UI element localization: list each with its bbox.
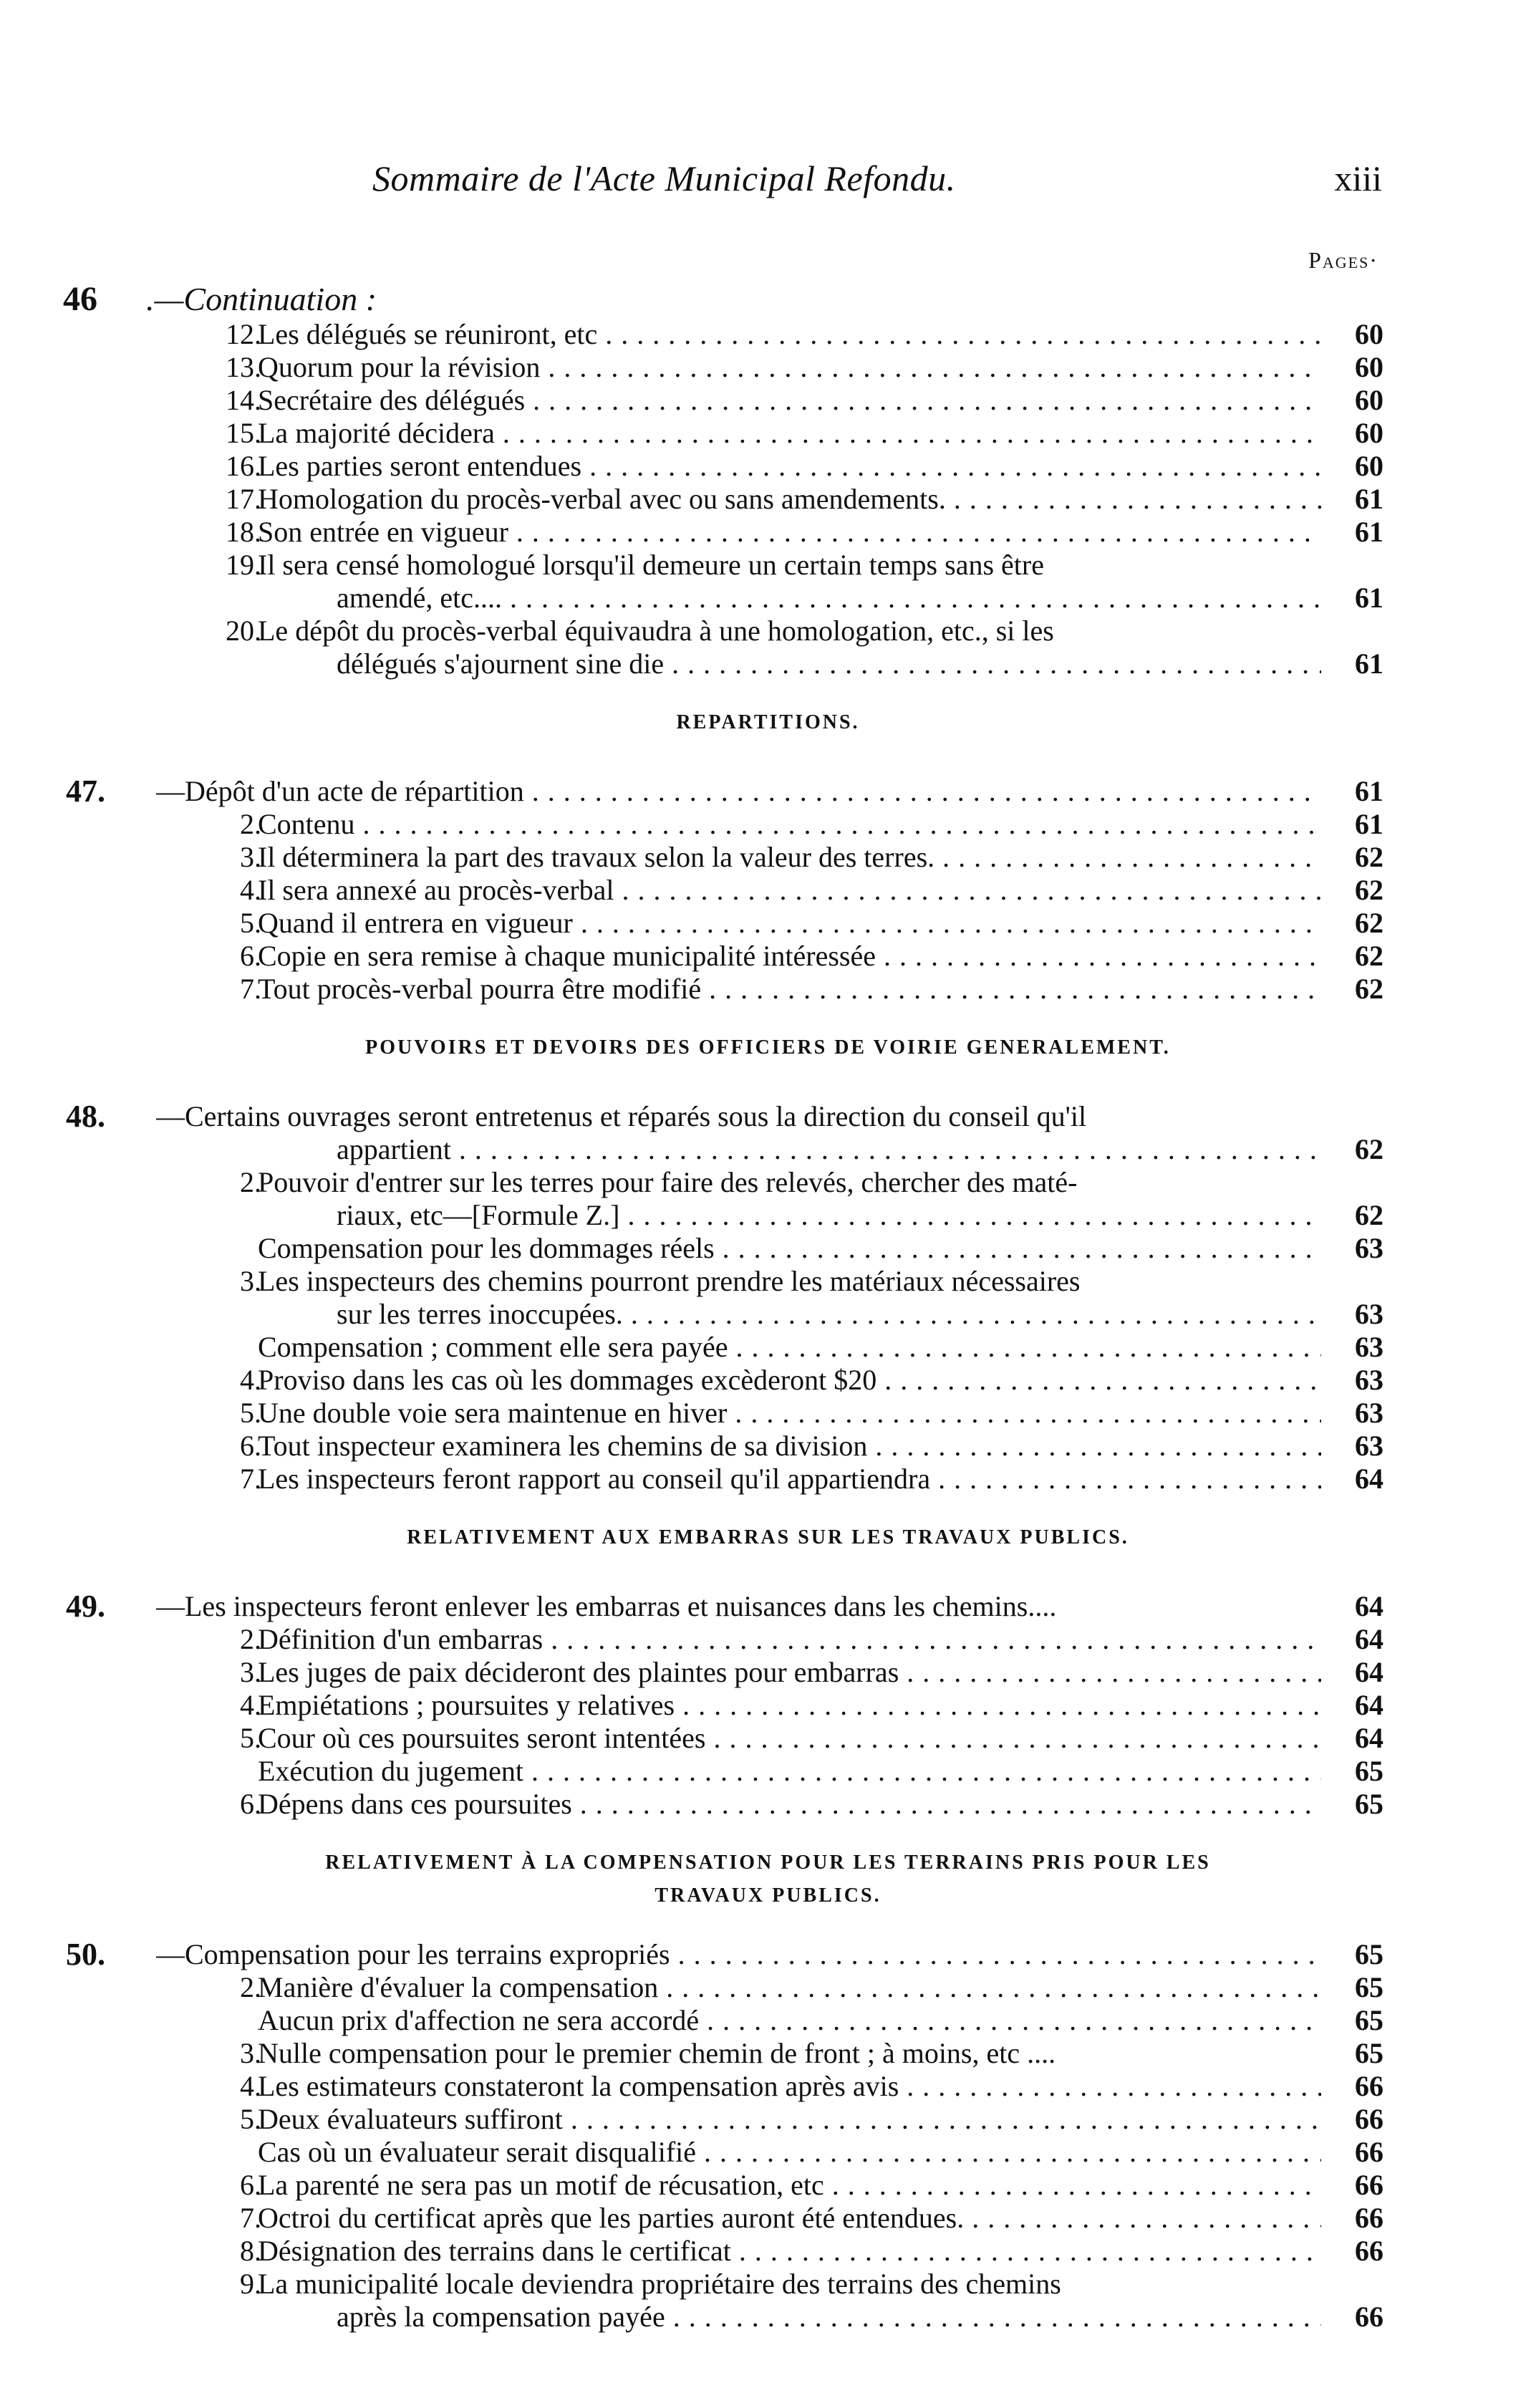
- toc-entry: [0, 973, 1536, 1006]
- toc-entry: [0, 1397, 1536, 1430]
- entry-page: 60: [1355, 351, 1383, 383]
- entry-number: 2.: [240, 808, 261, 840]
- entry-number: 4.: [240, 1689, 261, 1721]
- entry-page: 62: [1355, 1133, 1383, 1165]
- entry-text: Les délégués se réuniront, etc . . .: [258, 318, 1321, 351]
- entry-page: 66: [1355, 2169, 1383, 2201]
- entry-number: 19.: [226, 549, 261, 581]
- toc-section-entry: [0, 775, 1536, 808]
- entry-page: 61: [1355, 775, 1383, 807]
- running-title: Sommaire de l'Acte Municipal Refondu.: [372, 158, 956, 198]
- section-number: 50.: [66, 1937, 105, 1972]
- toc-entry: [0, 1166, 1536, 1199]
- section-46-heading: [0, 281, 1536, 318]
- entry-text: Les estimateurs constateront la compensation après avis . . .: [258, 2070, 1321, 2103]
- entry-number: 3.: [240, 1656, 261, 1688]
- entry-number: 16.: [226, 450, 261, 482]
- toc-entry: [0, 841, 1536, 874]
- entry-number: 17.: [226, 483, 261, 515]
- toc-entry-continuation: [0, 647, 1536, 680]
- entry-text: appartient . . .: [337, 1133, 1321, 1166]
- entry-number: 5.: [240, 1397, 261, 1429]
- entry-number: 12.: [226, 318, 261, 350]
- entry-page: 60: [1355, 417, 1383, 449]
- toc-entry: [0, 1232, 1536, 1265]
- toc-entry: [0, 2070, 1536, 2103]
- entry-number: 6.: [240, 2169, 261, 2201]
- entry-number: 7.: [240, 973, 261, 1005]
- entry-text: Pouvoir d'entrer sur les terres pour faire des relevés, chercher des maté-: [258, 1166, 1078, 1198]
- entry-page: 66: [1355, 2235, 1383, 2267]
- entry-page: 65: [1355, 2037, 1383, 2069]
- entry-page: 61: [1355, 808, 1383, 840]
- toc-section-entry: [0, 1938, 1536, 1971]
- entry-text: délégués s'ajournent sine die . . .: [337, 647, 1321, 680]
- entry-text: Les inspecteurs feront rapport au conseil qu'il appartiendra . . .: [258, 1463, 1321, 1496]
- entry-page: 62: [1355, 907, 1383, 939]
- entry-text: Homologation du procès-verbal avec ou sans amendements. . . .: [258, 483, 1321, 516]
- subheading-embarras: RELATIVEMENT AUX EMBARRAS SUR LES TRAVAUX PUBLICS.: [407, 1526, 1129, 1549]
- entry-page: 65: [1355, 1755, 1383, 1787]
- entry-number: 14.: [226, 384, 261, 416]
- entry-page: 63: [1355, 1364, 1383, 1396]
- entry-number: 20.: [226, 615, 261, 647]
- entry-text: Désignation des terrains dans le certificat . . .: [258, 2235, 1321, 2268]
- toc-section-entry: [0, 1100, 1536, 1133]
- entry-text: Manière d'évaluer la compensation . . .: [258, 1971, 1321, 2004]
- toc-entry: [0, 1755, 1536, 1788]
- entry-text: Aucun prix d'affection ne sera accordé . . .: [258, 2004, 1321, 2037]
- entry-text: —Dépôt d'un acte de répartition . . .: [156, 775, 1321, 808]
- entry-text: Dépens dans ces poursuites . . .: [258, 1788, 1321, 1821]
- entry-number: 8.: [240, 2235, 261, 2267]
- entry-number: 13.: [226, 351, 261, 383]
- entry-text: La majorité décidera . . .: [258, 417, 1321, 450]
- entry-text: Compensation ; comment elle sera payée . . .: [258, 1331, 1321, 1364]
- toc-entry: [0, 615, 1536, 647]
- entry-text: —Les inspecteurs feront enlever les embarras et nuisances dans les chemins....: [156, 1590, 1057, 1622]
- toc-entry: [0, 2235, 1536, 2268]
- table-of-contents: [0, 281, 1536, 2334]
- entry-number: 5.: [240, 907, 261, 939]
- toc-entry: [0, 2202, 1536, 2235]
- entry-number: 7.: [240, 2202, 261, 2234]
- entry-page: 62: [1355, 1199, 1383, 1231]
- entry-text: Il sera annexé au procès-verbal . . .: [258, 874, 1321, 907]
- entry-page: 63: [1355, 1331, 1383, 1363]
- toc-entry: [0, 516, 1536, 549]
- toc-section-entry: [0, 1590, 1536, 1623]
- entry-text: Copie en sera remise à chaque municipalité intéressée . . .: [258, 940, 1321, 973]
- entry-text: Octroi du certificat après que les parties auront été entendues. . . .: [258, 2202, 1321, 2235]
- entry-number: 4.: [240, 874, 261, 906]
- entry-number: 15.: [226, 417, 261, 449]
- toc-entry: [0, 417, 1536, 450]
- section-number: 49.: [66, 1589, 105, 1624]
- entry-page: 60: [1355, 450, 1383, 482]
- entry-number: 2.: [240, 1623, 261, 1655]
- toc-entry: [0, 808, 1536, 841]
- entry-text: Son entrée en vigueur . . .: [258, 516, 1321, 549]
- entry-text: —Certains ouvrages seront entretenus et réparés sous la direction du conseil qu'il: [156, 1100, 1087, 1132]
- toc-entry: [0, 2103, 1536, 2136]
- entry-text: Quand il entrera en vigueur . . .: [258, 907, 1321, 940]
- toc-entry: [0, 2136, 1536, 2169]
- entry-text: Tout inspecteur examinera les chemins de sa division . . .: [258, 1430, 1321, 1463]
- toc-entry: [0, 2004, 1536, 2037]
- entry-page: 66: [1355, 2070, 1383, 2102]
- entry-text: Les juges de paix décideront des plaintes pour embarras . . .: [258, 1656, 1321, 1689]
- entry-page: 64: [1355, 1722, 1383, 1754]
- toc-entry-continuation: [0, 1298, 1536, 1331]
- toc-entry: [0, 940, 1536, 973]
- toc-entry: [0, 2268, 1536, 2301]
- entry-text: après la compensation payée . . .: [337, 2301, 1321, 2334]
- entry-number: 2.: [240, 1166, 261, 1198]
- page-number: xiii: [1334, 158, 1382, 198]
- entry-page: 61: [1355, 647, 1383, 680]
- section-title: .—Continuation :: [146, 281, 377, 317]
- entry-number: 5.: [240, 2103, 261, 2135]
- toc-entry: [0, 1623, 1536, 1656]
- toc-entry: [0, 874, 1536, 907]
- toc-entry: [0, 2169, 1536, 2202]
- entry-text: Il déterminera la part des travaux selon la valeur des terres. . . .: [258, 841, 1321, 874]
- toc-entry: [0, 1971, 1536, 2004]
- entry-page: 60: [1355, 384, 1383, 416]
- entry-page: 62: [1355, 940, 1383, 972]
- entry-page: 66: [1355, 2136, 1383, 2168]
- entry-page: 62: [1355, 841, 1383, 873]
- entry-page: 66: [1355, 2301, 1383, 2333]
- toc-entry: [0, 1265, 1536, 1298]
- entry-text: Empiétations ; poursuites y relatives . . .: [258, 1689, 1321, 1722]
- entry-number: 3.: [240, 841, 261, 873]
- entry-text: Quorum pour la révision . . .: [258, 351, 1321, 384]
- section-number: 46: [63, 280, 97, 318]
- subheading-compensation-line2: TRAVAUX PUBLICS.: [655, 1884, 881, 1907]
- entry-number: 3.: [240, 2037, 261, 2069]
- entry-page: 65: [1355, 2004, 1383, 2036]
- running-head: [0, 158, 1536, 208]
- entry-page: 64: [1355, 1623, 1383, 1655]
- entry-text: Il sera censé homologué lorsqu'il demeure un certain temps sans être: [258, 549, 1044, 581]
- entry-page: 61: [1355, 483, 1383, 515]
- entry-page: 65: [1355, 1788, 1383, 1820]
- entry-page: 62: [1355, 973, 1383, 1005]
- entry-text: sur les terres inoccupées. . . .: [337, 1298, 1321, 1331]
- entry-text: amendé, etc.... . . .: [337, 582, 1321, 615]
- entry-page: 65: [1355, 1971, 1383, 2003]
- entry-page: 60: [1355, 318, 1383, 350]
- entry-page: 64: [1355, 1463, 1383, 1495]
- pages-column-label: Pages·: [1308, 247, 1378, 273]
- toc-entry: [0, 1364, 1536, 1397]
- toc-entry: [0, 1722, 1536, 1755]
- toc-entry: [0, 1430, 1536, 1463]
- subheading-compensation: RELATIVEMENT À LA COMPENSATION POUR LES TERRAINS PRIS POUR LES: [325, 1851, 1211, 1874]
- toc-entry: [0, 1656, 1536, 1689]
- entry-text: Le dépôt du procès-verbal équivaudra à une homologation, etc., si les: [258, 615, 1054, 647]
- toc-entry: [0, 549, 1536, 582]
- toc-entry: [0, 1788, 1536, 1821]
- toc-entry-continuation: [0, 1199, 1536, 1232]
- entry-page: 66: [1355, 2103, 1383, 2135]
- entry-text: Tout procès-verbal pourra être modifié . . .: [258, 973, 1321, 1006]
- entry-page: 63: [1355, 1298, 1383, 1330]
- entry-number: 18.: [226, 516, 261, 548]
- entry-text: Cas où un évaluateur serait disqualifié . . .: [258, 2136, 1321, 2169]
- entry-text: Une double voie sera maintenue en hiver . . .: [258, 1397, 1321, 1430]
- toc-entry: [0, 450, 1536, 483]
- entry-number: 3.: [240, 1265, 261, 1297]
- subheading-repartitions: REPARTITIONS.: [676, 711, 860, 733]
- toc-entry: [0, 1689, 1536, 1722]
- entry-number: 6.: [240, 940, 261, 972]
- entry-text: riaux, etc—[Formule Z.] . . .: [337, 1199, 1321, 1232]
- entry-page: 63: [1355, 1430, 1383, 1462]
- toc-entry: [0, 351, 1536, 384]
- entry-text: Exécution du jugement . . .: [258, 1755, 1321, 1788]
- entry-number: 5.: [240, 1722, 261, 1754]
- entry-text: Nulle compensation pour le premier chemin de front ; à moins, etc ....: [258, 2037, 1056, 2069]
- entry-text: La municipalité locale deviendra propriétaire des terrains des chemins: [258, 2268, 1061, 2300]
- entry-text: Proviso dans les cas où les dommages excèderont $20 . . .: [258, 1364, 1321, 1397]
- entry-page: 66: [1355, 2202, 1383, 2234]
- toc-entry: [0, 1463, 1536, 1496]
- toc-entry: [0, 384, 1536, 417]
- entry-page: 63: [1355, 1397, 1383, 1429]
- entry-page: 62: [1355, 874, 1383, 906]
- entry-number: 9.: [240, 2268, 261, 2300]
- entry-page: 65: [1355, 1938, 1383, 1970]
- entry-number: 6.: [240, 1430, 261, 1462]
- entry-text: La parenté ne sera pas un motif de récusation, etc . . .: [258, 2169, 1321, 2202]
- toc-entry: [0, 907, 1536, 940]
- entry-page: 64: [1355, 1689, 1383, 1721]
- entry-page: 61: [1355, 516, 1383, 548]
- entry-text: —Compensation pour les terrains expropriés . . .: [156, 1938, 1321, 1971]
- toc-entry-continuation: [0, 2301, 1536, 2334]
- entry-page: 63: [1355, 1232, 1383, 1264]
- entry-text: Contenu . . .: [258, 808, 1321, 841]
- toc-entry-continuation: [0, 582, 1536, 615]
- section-number: 48.: [66, 1099, 105, 1134]
- toc-entry: [0, 318, 1536, 351]
- entry-number: 4.: [240, 1364, 261, 1396]
- entry-text: Les parties seront entendues . . .: [258, 450, 1321, 483]
- entry-text: Secrétaire des délégués . . .: [258, 384, 1321, 417]
- section-number: 47.: [66, 774, 105, 809]
- subheading-pouvoirs: POUVOIRS ET DEVOIRS DES OFFICIERS DE VOIRIE GENERALEMENT.: [365, 1036, 1171, 1059]
- toc-entry: [0, 1331, 1536, 1364]
- toc-entry-continuation: [0, 1133, 1536, 1166]
- entry-page: 64: [1355, 1656, 1383, 1688]
- toc-entry: [0, 2037, 1536, 2070]
- entry-number: 7.: [240, 1463, 261, 1495]
- entry-text: Compensation pour les dommages réels . . .: [258, 1232, 1321, 1265]
- entry-text: Cour où ces poursuites seront intentées . . .: [258, 1722, 1321, 1755]
- entry-number: 2.: [240, 1971, 261, 2003]
- entry-text: Définition d'un embarras . . .: [258, 1623, 1321, 1656]
- toc-entry: [0, 483, 1536, 516]
- entry-text: Les inspecteurs des chemins pourront prendre les matériaux nécessaires: [258, 1265, 1081, 1297]
- entry-number: 4.: [240, 2070, 261, 2102]
- entry-page: 64: [1355, 1590, 1383, 1622]
- entry-number: 6.: [240, 1788, 261, 1820]
- entry-text: Deux évaluateurs suffiront . . .: [258, 2103, 1321, 2136]
- entry-page: 61: [1355, 582, 1383, 614]
